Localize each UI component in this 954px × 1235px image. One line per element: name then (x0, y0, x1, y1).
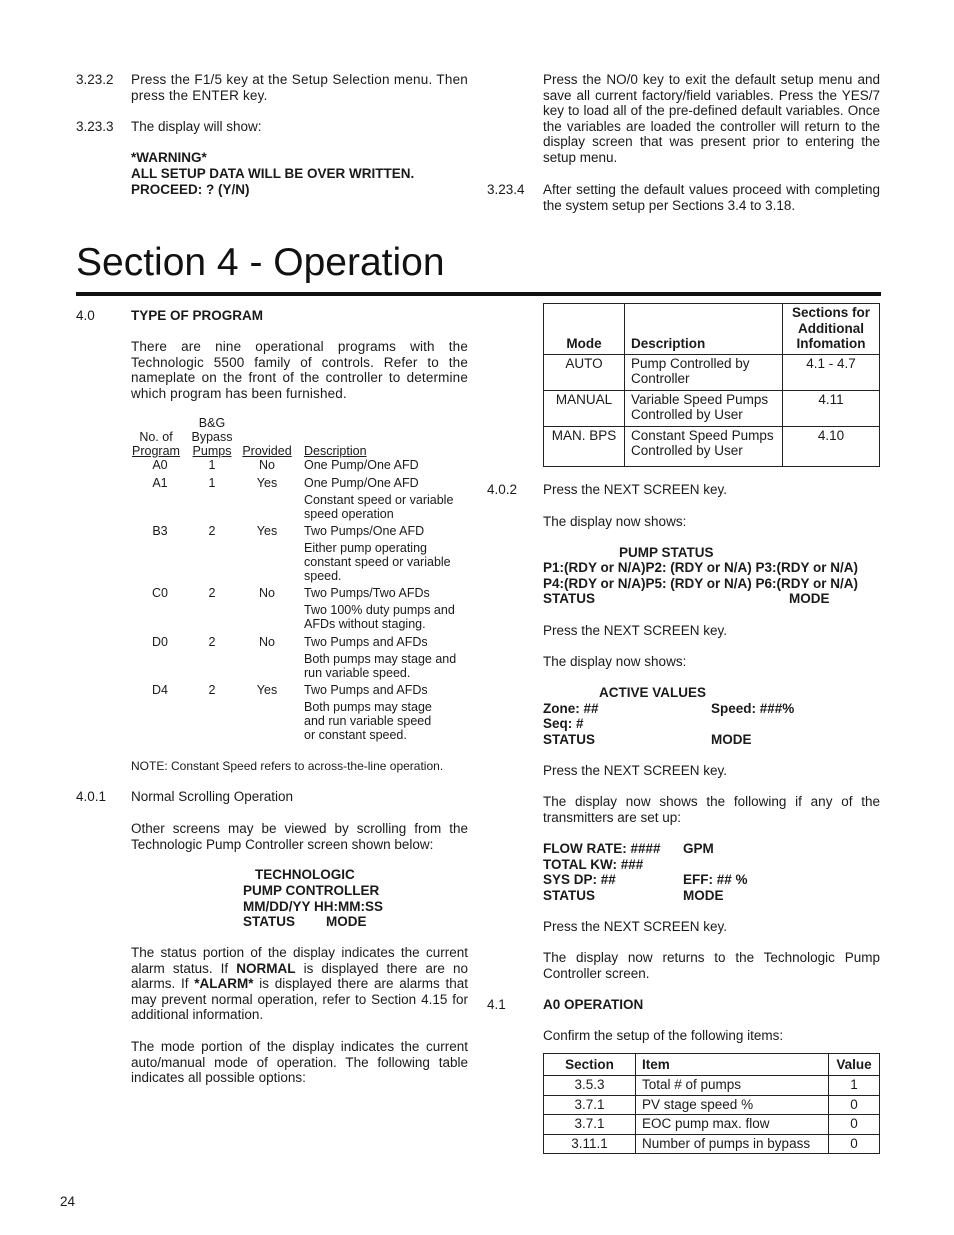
program-description: One Pump/One AFD (304, 476, 419, 490)
confirm-text: Confirm the setup of the following items: (543, 1028, 784, 1043)
pump-status-status: STATUS (543, 591, 595, 606)
next-screen-instruction: Press the NEXT SCREEN key. (543, 919, 728, 934)
constant-speed-note: NOTE: Constant Speed refers to across-the-line operation. (131, 759, 444, 773)
next-screen-instruction: Press the NEXT SCREEN key. (543, 763, 728, 778)
section-number-4-0: 4.0 (76, 308, 95, 323)
program-note: Constant speed or variable speed operation (304, 493, 454, 521)
mode-sections-cell: 4.1 - 4.7 (783, 354, 880, 390)
section-header: Section (544, 1054, 636, 1076)
mode-table (543, 303, 880, 467)
description-header: Description (625, 304, 783, 355)
returns-paragraph: The display now returns to the Technologic Pump Controller screen. (543, 950, 880, 981)
section-4-1-heading: A0 OPERATION (543, 997, 644, 1012)
active-status: STATUS (543, 732, 595, 747)
setup-section-cell: 3.11.1 (544, 1134, 636, 1154)
provided-flag: Yes (256, 683, 278, 697)
sys-dp: SYS DP: ## (543, 872, 616, 887)
program-code: D4 (152, 683, 168, 697)
setup-section-cell: 3.7.1 (544, 1115, 636, 1135)
active-values-title: ACTIVE VALUES (599, 685, 707, 700)
active-speed: Speed: ###% (711, 701, 795, 716)
flow-mode: MODE (683, 888, 724, 903)
display-mode: MODE (326, 914, 367, 929)
section-number-4-0-2: 4.0.2 (487, 482, 518, 497)
pump-status-line-2: P4:(RDY or N/A)P5: (RDY or N/A) P6:(RDY or N/A) (543, 576, 859, 591)
program-code: A1 (152, 476, 168, 490)
pump-status-title: PUMP STATUS (619, 545, 714, 560)
description-header: Description (304, 444, 367, 458)
setup-value-cell: 1 (829, 1076, 880, 1096)
pump-status-line-1: P1:(RDY or N/A)P2: (RDY or N/A) P3:(RDY or N/A) (543, 560, 859, 575)
setup-value-cell: 0 (829, 1095, 880, 1115)
page-number: 24 (60, 1194, 76, 1209)
bypass-pumps: 1 (208, 458, 216, 472)
display-date-time: MM/DD/YY HH:MM:SS (243, 899, 383, 914)
display-shows-text: The display now shows: (543, 514, 687, 529)
provided-flag: No (259, 458, 275, 472)
setup-section-cell: 3.5.3 (544, 1076, 636, 1096)
setup-item-cell: Total # of pumps (636, 1076, 829, 1096)
total-kw: TOTAL KW: ### (543, 857, 644, 872)
program-code: B3 (152, 524, 168, 538)
flow-rate: FLOW RATE: #### (543, 841, 661, 856)
program-code: A0 (152, 458, 168, 472)
next-screen-instruction: Press the NEXT SCREEN key. (543, 623, 728, 638)
flow-gpm: GPM (683, 841, 714, 856)
status-paragraph: The status portion of the display indicates the current alarm status. If NORMAL is displayed there are no alarms. If *ALARM* is displayed there are alarms that may prevent normal operation, refer to Section 4.15 for additional information. (131, 945, 468, 1023)
setup-value-cell: 0 (829, 1134, 880, 1154)
program-note: Two 100% duty pumps and AFDs without staging. (304, 603, 455, 631)
section-number-4-0-1: 4.0.1 (76, 789, 107, 804)
sections-header: Sections for Additional Infomation (783, 304, 880, 355)
section-number-4-1: 4.1 (487, 997, 506, 1012)
mode-cell: MAN. BPS (544, 426, 625, 466)
section-3-23-3-text: The display will show: (131, 119, 262, 134)
bypass-pumps: 2 (208, 524, 216, 538)
section-number-3-23-3: 3.23.3 (76, 119, 114, 134)
display-technologic: TECHNOLOGIC (255, 867, 355, 882)
setup-item-cell: EOC pump max. flow (636, 1115, 829, 1135)
mode-header: Mode (544, 304, 625, 355)
program-note: Both pumps may stage and run variable speed or constant speed. (304, 700, 432, 742)
bypass-header: B&G Bypass Pumps (191, 416, 233, 458)
efficiency: EFF: ## % (683, 872, 748, 887)
setup-item-cell: Number of pumps in bypass (636, 1134, 829, 1154)
section-3-23-4-text: After setting the default values proceed with completing the system setup per Sections 3.4 to 3.18. (543, 182, 880, 213)
program-description: Two Pumps and AFDs (304, 683, 428, 697)
program-note: Either pump operating constant speed or variable speed. (304, 541, 451, 583)
active-mode: MODE (711, 732, 752, 747)
flow-status: STATUS (543, 888, 595, 903)
program-description: Two Pumps/One AFD (304, 524, 425, 538)
display-shows-text: The display now shows: (543, 654, 687, 669)
setup-item-cell: PV stage speed % (636, 1095, 829, 1115)
mode-cell: AUTO (544, 354, 625, 390)
provided-flag: No (259, 586, 275, 600)
mode-description-cell: Constant Speed Pumps Controlled by User (625, 426, 783, 466)
display-status: STATUS (243, 914, 295, 929)
bypass-pumps: 2 (208, 683, 216, 697)
setup-section-cell: 3.7.1 (544, 1095, 636, 1115)
mode-cell: MANUAL (544, 390, 625, 426)
section-4-0-heading: TYPE OF PROGRAM (131, 308, 264, 323)
program-code: C0 (152, 586, 168, 600)
mode-sections-cell: 4.11 (783, 390, 880, 426)
section-4-0-1-heading: Normal Scrolling Operation (131, 789, 294, 804)
program-description: One Pump/One AFD (304, 458, 419, 472)
bypass-pumps: 1 (208, 476, 216, 490)
mode-description-cell: Pump Controlled by Controller (625, 354, 783, 390)
bypass-pumps: 2 (208, 586, 216, 600)
pump-status-mode: MODE (789, 591, 830, 606)
provided-header: Provided (242, 444, 292, 458)
setup-value-cell: 0 (829, 1115, 880, 1135)
setup-table (543, 1053, 880, 1154)
program-description: Two Pumps and AFDs (304, 635, 428, 649)
scrolling-paragraph: Other screens may be viewed by scrolling from the Technologic Pump Controller screen shown below: (131, 821, 468, 852)
provided-flag: No (259, 635, 275, 649)
warning-line-3: PROCEED: ? (Y/N) (131, 182, 250, 197)
provided-flag: Yes (256, 524, 278, 538)
section-rule (76, 292, 881, 296)
next-screen-instruction: Press the NEXT SCREEN key. (543, 482, 728, 497)
mode-sections-cell: 4.10 (783, 426, 880, 466)
bypass-pumps: 2 (208, 635, 216, 649)
program-code: D0 (152, 635, 168, 649)
provided-flag: Yes (256, 476, 278, 490)
program-description: Two Pumps/Two AFDs (304, 586, 430, 600)
transmitters-paragraph: The display now shows the following if any of the transmitters are set up: (543, 794, 880, 825)
value-header: Value (829, 1054, 880, 1076)
item-header: Item (636, 1054, 829, 1076)
display-pump-controller: PUMP CONTROLLER (243, 883, 380, 898)
section-title: Section 4 - Operation (76, 241, 445, 284)
section-number-3-23-4: 3.23.4 (487, 182, 525, 197)
section-number-3-23-2: 3.23.2 (76, 72, 114, 87)
program-note: Both pumps may stage and run variable speed. (304, 652, 457, 680)
default-setup-paragraph: Press the NO/0 key to exit the default setup menu and save all current factory/field variables. Press the YES/7 key to load all of the pre-defined default variables. Once the variables are loaded the controller will return to the display screen that was present prior to entering the setup menu. (543, 72, 880, 165)
section-3-23-2-text: Press the F1/5 key at the Setup Selection menu. Then press the ENTER key. (131, 72, 468, 103)
program-header: No. of Program (132, 430, 180, 458)
warning-line-2: ALL SETUP DATA WILL BE OVER WRITTEN. (131, 166, 415, 181)
program-table (131, 416, 471, 746)
program-intro-paragraph: There are nine operational programs with the Technologic 5500 family of controls. Refer to the nameplate on the front of the controller to determine which program has been furnished. (131, 339, 468, 401)
mode-paragraph: The mode portion of the display indicates the current auto/manual mode of operation. The following table indicates all possible options: (131, 1039, 468, 1086)
mode-description-cell: Variable Speed Pumps Controlled by User (625, 390, 783, 426)
active-zone: Zone: ## (543, 701, 599, 716)
warning-line-1: *WARNING* (131, 150, 207, 165)
active-seq: Seq: # (543, 716, 584, 731)
